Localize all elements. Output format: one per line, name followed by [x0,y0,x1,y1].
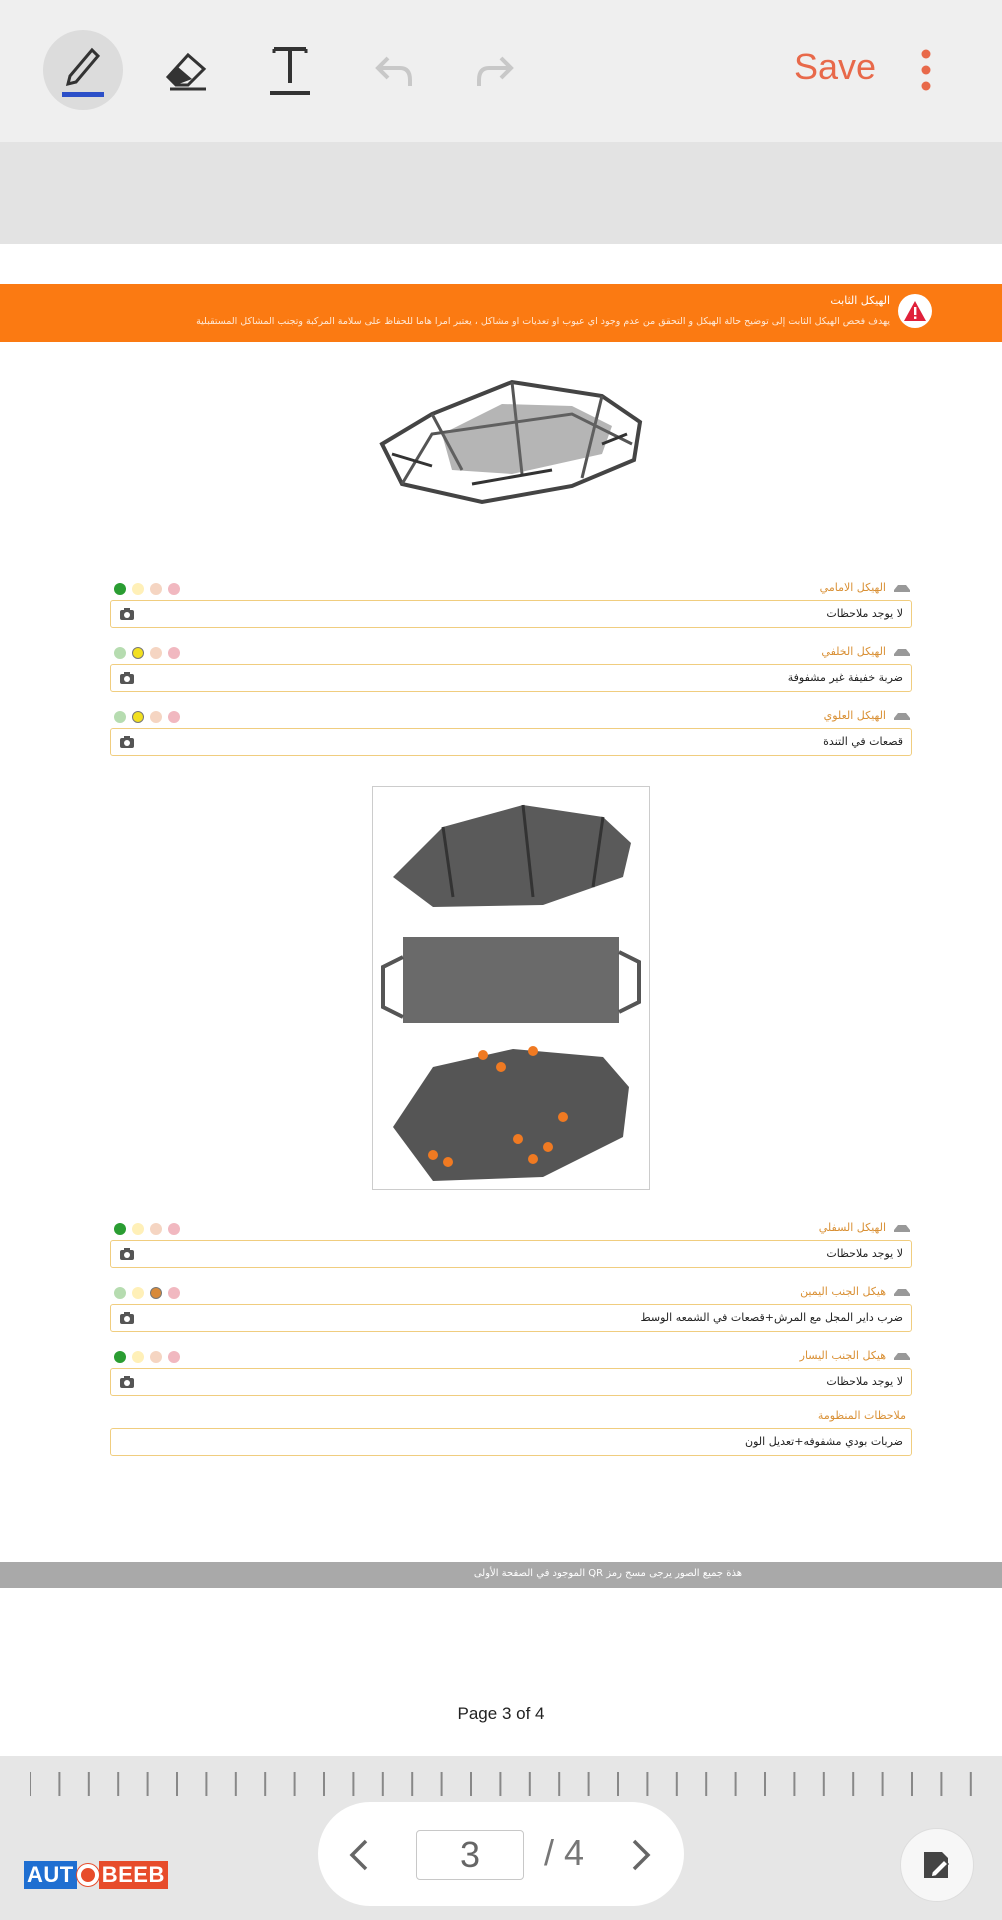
status-indicator [114,647,180,659]
page-navigator [318,1802,684,1906]
inspection-section [110,642,912,692]
status-indicator [114,711,180,723]
page-number-label: Page 3 of 4 [457,1704,545,1723]
edit-document-icon [920,1848,954,1882]
car-part-icon [892,1286,912,1298]
section-title: الهيكل الخلفي [821,645,886,658]
page-number-input[interactable]: 3 [416,1830,524,1880]
autobeeb-logo [24,1862,168,1888]
status-dot [132,647,144,659]
status-dot [168,711,180,723]
more-options-icon[interactable] [916,48,936,92]
section-value: لا يوجد ملاحظات [826,1247,903,1260]
notes-box [110,1428,912,1456]
footer-strip-text: هذة جميع الصور يرجى مسح رمز QR الموجود في الصفحة الأولى [473,1568,742,1579]
status-dot [150,1351,162,1363]
inspection-section [110,1282,912,1332]
status-dot [114,583,126,595]
section-title: الهيكل السفلي [818,1221,886,1234]
status-dot [150,1287,162,1299]
section-value: ضرب داير المجل مع المرش+قصعات في الشمعه الوسط [640,1311,903,1324]
eraser-tool-button[interactable] [147,30,227,110]
eraser-icon [162,47,212,93]
section-value-box [110,664,912,692]
status-indicator [114,1287,180,1299]
camera-icon[interactable] [119,1311,135,1325]
status-dot [150,647,162,659]
text-tool-button[interactable] [250,30,330,110]
camera-icon[interactable] [119,1247,135,1261]
undo-icon [372,50,416,90]
status-dot [114,647,126,659]
pdf-page [0,244,1002,1756]
status-dot [168,647,180,659]
camera-icon[interactable] [119,735,135,749]
car-part-icon [892,1350,912,1362]
text-icon [268,43,312,97]
section-title: الهيكل الامامي [819,581,886,594]
status-dot [132,1351,144,1363]
annotation-toolbar [0,0,1002,142]
status-dot [168,1287,180,1299]
status-dot [150,711,162,723]
camera-icon[interactable] [119,1375,135,1389]
section-value: لا يوجد ملاحظات [826,607,903,620]
warning-icon [898,294,932,328]
section-value-box [110,600,912,628]
status-indicator [114,1351,180,1363]
section-value-box [110,1368,912,1396]
previous-page-icon[interactable] [348,1838,370,1872]
section-value: لا يوجد ملاحظات [826,1375,903,1388]
inspection-section [110,1218,912,1268]
status-dot [114,1351,126,1363]
camera-icon[interactable] [119,607,135,621]
save-button[interactable]: Save [794,46,877,87]
pen-icon [60,40,106,100]
status-dot [168,1351,180,1363]
redo-button[interactable] [455,30,535,110]
redo-icon [473,50,517,90]
section-value-box [110,1304,912,1332]
status-dot [132,1223,144,1235]
scrubber-ticks [30,1770,972,1798]
footer-strip [0,1562,1002,1588]
car-part-icon [892,710,912,722]
page-total: / 4 [544,1832,585,1873]
status-dot [114,711,126,723]
car-part-icon [892,646,912,658]
notes-title: ملاحظات المنظومة [817,1409,906,1422]
inspection-section [110,1346,912,1396]
section-title: هيكل الجنب اليمين [800,1285,886,1298]
undo-button[interactable] [354,30,434,110]
banner-description: يهدف فحص الهيكل الثابت إلى توضيح حالة الهيكل و التحقق من عدم وجود اي عيوب او تعديات او مشاكل ، يعتبر امرا هاما للحفاظ على سلامة المركبة وتجنب المشاكل المستقبلية [196,316,890,327]
section-value-box [110,728,912,756]
car-frame-image [372,374,648,510]
status-dot [114,1223,126,1235]
next-page-icon[interactable] [630,1838,652,1872]
pen-tool-button[interactable] [43,30,123,110]
section-title: الهيكل العلوي [823,709,886,722]
status-dot [132,1287,144,1299]
section-value: قصعات في التندة [823,735,903,748]
section-value: ضربة خفيفة غير مشفوفة [787,671,903,684]
status-indicator [114,583,180,595]
status-dot [132,583,144,595]
logo-left: AUT [24,1861,77,1889]
section-value-box [110,1240,912,1268]
car-part-icon [892,1222,912,1234]
section-title: هيكل الجنب اليسار [799,1349,886,1362]
status-dot [150,1223,162,1235]
camera-icon[interactable] [119,671,135,685]
logo-wheel-icon [77,1864,99,1886]
status-dot [114,1287,126,1299]
section-banner [0,284,1002,342]
status-dot [150,583,162,595]
car-part-icon [892,582,912,594]
status-dot [132,711,144,723]
status-dot [168,583,180,595]
status-indicator [114,1223,180,1235]
notes-value: ضربات بودي مشفوفه+تعديل الون [745,1435,903,1448]
status-dot [168,1223,180,1235]
toolbar-spacer [0,142,1002,244]
inspection-section [110,706,912,756]
edit-pdf-button[interactable] [900,1828,974,1902]
banner-title: الهيكل الثابت [830,294,890,307]
inspection-section [110,578,912,628]
notes-section [110,1406,912,1456]
body-diagram-image [372,786,650,1190]
logo-right: BEEB [99,1861,168,1889]
